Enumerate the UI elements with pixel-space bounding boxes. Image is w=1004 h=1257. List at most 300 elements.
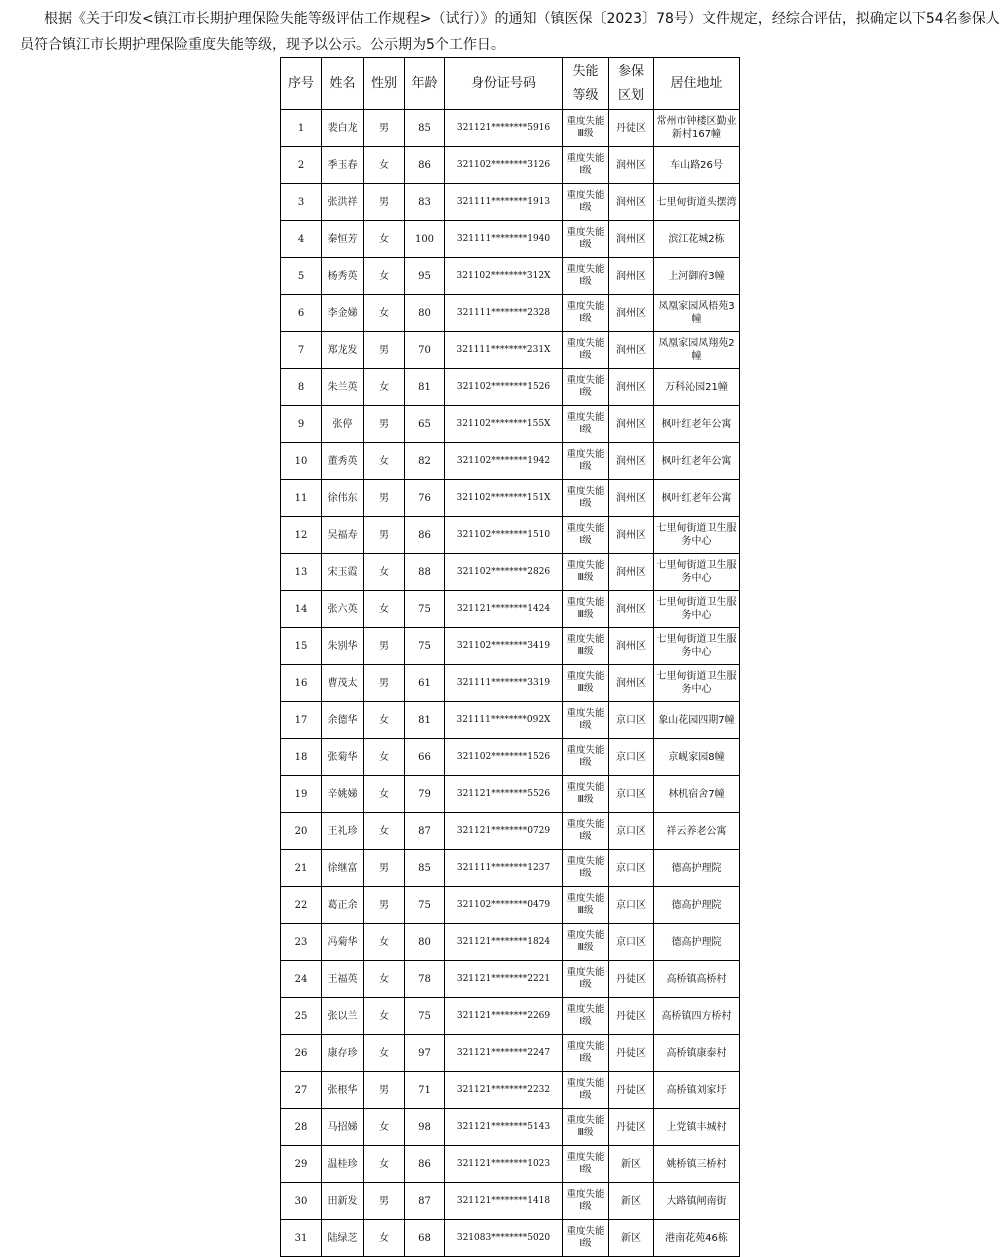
cell-id: 321102********1510 — [445, 517, 563, 554]
cell-name: 季玉春 — [322, 147, 364, 184]
cell-gender: 男 — [364, 850, 405, 887]
cell-address: 枫叶红老年公寓 — [654, 480, 740, 517]
cell-level — [563, 1072, 609, 1109]
level-label: 重度失能 — [566, 893, 605, 904]
cell-age: 85 — [405, 110, 445, 147]
cell-no: 21 — [281, 850, 322, 887]
level-grade: Ⅲ级 — [577, 683, 594, 694]
cell-district: 京口区 — [609, 887, 654, 924]
cell-level — [563, 221, 609, 258]
cell-age: 81 — [405, 369, 445, 406]
cell-id: 321121********1424 — [445, 591, 563, 628]
cell-address: 常州市钟楼区勤业新村167幢 — [654, 110, 740, 147]
table-row — [281, 369, 740, 406]
cell-level — [563, 591, 609, 628]
cell-age: 87 — [405, 1183, 445, 1220]
cell-name: 康存珍 — [322, 1035, 364, 1072]
cell-no: 28 — [281, 1109, 322, 1146]
level-grade: Ⅰ级 — [579, 1053, 592, 1064]
cell-district: 润州区 — [609, 628, 654, 665]
cell-address: 京岘家园8幢 — [654, 739, 740, 776]
cell-gender: 女 — [364, 221, 405, 258]
level-grade: Ⅰ级 — [579, 239, 592, 250]
cell-age: 75 — [405, 998, 445, 1035]
cell-id: 321121********5526 — [445, 776, 563, 813]
cell-gender: 男 — [364, 406, 405, 443]
level-label: 重度失能 — [566, 523, 605, 534]
cell-address: 高桥镇四方桥村 — [654, 998, 740, 1035]
cell-name: 田新发 — [322, 1183, 364, 1220]
cell-address: 七里甸街道头摆湾 — [654, 184, 740, 221]
level-label: 重度失能 — [566, 1226, 605, 1237]
cell-id: 321121********2221 — [445, 961, 563, 998]
cell-gender: 女 — [364, 1220, 405, 1257]
table-row — [281, 665, 740, 702]
cell-gender: 女 — [364, 554, 405, 591]
cell-name: 张停 — [322, 406, 364, 443]
cell-name: 杨秀英 — [322, 258, 364, 295]
cell-age: 88 — [405, 554, 445, 591]
level-label: 重度失能 — [566, 1078, 605, 1089]
cell-level — [563, 1035, 609, 1072]
cell-no: 16 — [281, 665, 322, 702]
level-grade: Ⅲ级 — [577, 646, 594, 657]
cell-no: 10 — [281, 443, 322, 480]
header-address: 居住地址 — [654, 58, 740, 110]
cell-age: 82 — [405, 443, 445, 480]
cell-level — [563, 480, 609, 517]
level-grade: Ⅰ级 — [579, 387, 592, 398]
header-name: 姓名 — [322, 58, 364, 110]
level-grade: Ⅲ级 — [577, 794, 594, 805]
cell-level — [563, 665, 609, 702]
cell-no: 11 — [281, 480, 322, 517]
cell-district: 京口区 — [609, 813, 654, 850]
cell-level — [563, 1183, 609, 1220]
level-grade: Ⅲ级 — [577, 572, 594, 583]
level-grade: Ⅰ级 — [579, 1090, 592, 1101]
header-district-line1: 参保 — [617, 63, 644, 79]
cell-name: 宋玉霞 — [322, 554, 364, 591]
cell-level — [563, 850, 609, 887]
table-row — [281, 554, 740, 591]
cell-age: 81 — [405, 702, 445, 739]
table-row — [281, 184, 740, 221]
cell-level — [563, 554, 609, 591]
cell-no: 9 — [281, 406, 322, 443]
cell-age: 71 — [405, 1072, 445, 1109]
level-label: 重度失能 — [566, 782, 605, 793]
cell-no: 31 — [281, 1220, 322, 1257]
cell-address: 高桥镇高桥村 — [654, 961, 740, 998]
cell-address: 枫叶红老年公寓 — [654, 443, 740, 480]
cell-address: 凤凰家园风梧苑3幢 — [654, 295, 740, 332]
cell-no: 19 — [281, 776, 322, 813]
cell-no: 6 — [281, 295, 322, 332]
level-label: 重度失能 — [566, 153, 605, 164]
cell-age: 68 — [405, 1220, 445, 1257]
cell-district: 润州区 — [609, 147, 654, 184]
cell-name: 张菊华 — [322, 739, 364, 776]
cell-id: 321111********092X — [445, 702, 563, 739]
cell-id: 321102********151X — [445, 480, 563, 517]
cell-no: 27 — [281, 1072, 322, 1109]
cell-id: 321102********155X — [445, 406, 563, 443]
cell-level — [563, 1146, 609, 1183]
cell-district: 京口区 — [609, 739, 654, 776]
header-district-line2: 区划 — [617, 87, 644, 103]
cell-gender: 男 — [364, 332, 405, 369]
level-grade: Ⅲ级 — [577, 942, 594, 953]
level-label: 重度失能 — [566, 1041, 605, 1052]
cell-id: 321083********5020 — [445, 1220, 563, 1257]
level-grade: Ⅲ级 — [577, 905, 594, 916]
cell-no: 24 — [281, 961, 322, 998]
cell-age: 61 — [405, 665, 445, 702]
cell-no: 23 — [281, 924, 322, 961]
cell-district: 润州区 — [609, 332, 654, 369]
cell-name: 徐伟东 — [322, 480, 364, 517]
cell-name: 朱兰英 — [322, 369, 364, 406]
cell-name: 董秀英 — [322, 443, 364, 480]
cell-no: 15 — [281, 628, 322, 665]
cell-name: 秦恒芳 — [322, 221, 364, 258]
level-grade: Ⅲ级 — [577, 128, 594, 139]
cell-level — [563, 961, 609, 998]
table-row — [281, 1035, 740, 1072]
level-grade: Ⅰ级 — [579, 350, 592, 361]
cell-no: 17 — [281, 702, 322, 739]
level-grade: Ⅰ级 — [579, 1164, 592, 1175]
cell-id: 321102********1526 — [445, 739, 563, 776]
level-label: 重度失能 — [566, 375, 605, 386]
table-row — [281, 813, 740, 850]
level-label: 重度失能 — [566, 338, 605, 349]
cell-gender: 女 — [364, 147, 405, 184]
cell-age: 66 — [405, 739, 445, 776]
cell-district: 润州区 — [609, 665, 654, 702]
cell-name: 余德华 — [322, 702, 364, 739]
cell-no: 3 — [281, 184, 322, 221]
level-label: 重度失能 — [566, 634, 605, 645]
cell-district: 润州区 — [609, 295, 654, 332]
cell-id: 321111********2328 — [445, 295, 563, 332]
cell-gender: 女 — [364, 702, 405, 739]
cell-district: 润州区 — [609, 221, 654, 258]
table-row — [281, 406, 740, 443]
table-row — [281, 443, 740, 480]
level-label: 重度失能 — [566, 597, 605, 608]
cell-address: 大路镇闸南街 — [654, 1183, 740, 1220]
cell-id: 321121********5916 — [445, 110, 563, 147]
table-row — [281, 998, 740, 1035]
level-grade: Ⅲ级 — [577, 1127, 594, 1138]
cell-level — [563, 406, 609, 443]
table-row — [281, 295, 740, 332]
cell-address: 七里甸街道卫生服务中心 — [654, 665, 740, 702]
cell-address: 姚桥镇三桥村 — [654, 1146, 740, 1183]
table-row — [281, 887, 740, 924]
cell-age: 86 — [405, 517, 445, 554]
cell-district: 润州区 — [609, 480, 654, 517]
cell-gender: 女 — [364, 591, 405, 628]
table-row — [281, 591, 740, 628]
level-grade: Ⅰ级 — [579, 1238, 592, 1249]
cell-id: 321111********1940 — [445, 221, 563, 258]
cell-address: 枫叶红老年公寓 — [654, 406, 740, 443]
cell-gender: 男 — [364, 480, 405, 517]
notice-intro: 根据《关于印发<镇江市长期护理保险失能等级评估工作规程>（试行）》的通知（镇医保〔2023〕78号）文件规定，经综合评估，拟确定以下54名参保人员符合镇江市长期护理保险重度失能等级，现予以公示。公示期为5个工作日。 — [20, 11, 1000, 53]
cell-gender: 女 — [364, 998, 405, 1035]
table-row — [281, 1183, 740, 1220]
header-level-line2: 等级 — [572, 87, 599, 103]
cell-name: 陆绿芝 — [322, 1220, 364, 1257]
cell-id: 321121********2247 — [445, 1035, 563, 1072]
cell-age: 95 — [405, 258, 445, 295]
cell-no: 25 — [281, 998, 322, 1035]
cell-id: 321121********0729 — [445, 813, 563, 850]
level-label: 重度失能 — [566, 1115, 605, 1126]
cell-address: 车山路26号 — [654, 147, 740, 184]
cell-address: 象山花园四期7幢 — [654, 702, 740, 739]
cell-age: 80 — [405, 924, 445, 961]
cell-address: 高桥镇康泰村 — [654, 1035, 740, 1072]
header-district — [609, 58, 654, 110]
level-grade: Ⅰ级 — [579, 720, 592, 731]
table-row — [281, 110, 740, 147]
cell-level — [563, 924, 609, 961]
level-label: 重度失能 — [566, 671, 605, 682]
cell-name: 温桂珍 — [322, 1146, 364, 1183]
cell-id: 321121********2269 — [445, 998, 563, 1035]
cell-age: 70 — [405, 332, 445, 369]
cell-id: 321121********1418 — [445, 1183, 563, 1220]
cell-level — [563, 739, 609, 776]
cell-age: 75 — [405, 628, 445, 665]
cell-district: 新区 — [609, 1183, 654, 1220]
level-label: 重度失能 — [566, 486, 605, 497]
cell-address: 德高护理院 — [654, 887, 740, 924]
cell-gender: 男 — [364, 184, 405, 221]
cell-address: 上河御府3幢 — [654, 258, 740, 295]
cell-level — [563, 628, 609, 665]
cell-gender: 女 — [364, 813, 405, 850]
cell-no: 22 — [281, 887, 322, 924]
cell-id: 321121********1023 — [445, 1146, 563, 1183]
cell-address: 祥云养老公寓 — [654, 813, 740, 850]
cell-address: 德高护理院 — [654, 924, 740, 961]
cell-no: 18 — [281, 739, 322, 776]
level-grade: Ⅰ级 — [579, 202, 592, 213]
cell-district: 润州区 — [609, 517, 654, 554]
table-row — [281, 924, 740, 961]
cell-address: 高桥镇刘家圩 — [654, 1072, 740, 1109]
cell-level — [563, 184, 609, 221]
cell-id: 321111********1237 — [445, 850, 563, 887]
cell-gender: 女 — [364, 1146, 405, 1183]
cell-gender: 女 — [364, 739, 405, 776]
cell-name: 马招娣 — [322, 1109, 364, 1146]
level-grade: Ⅰ级 — [579, 276, 592, 287]
level-label: 重度失能 — [566, 190, 605, 201]
level-grade: Ⅰ级 — [579, 831, 592, 842]
header-gender: 性别 — [364, 58, 405, 110]
level-grade: Ⅰ级 — [579, 498, 592, 509]
cell-no: 29 — [281, 1146, 322, 1183]
cell-level — [563, 1220, 609, 1257]
header-id: 身份证号码 — [445, 58, 563, 110]
level-label: 重度失能 — [566, 412, 605, 423]
cell-district: 丹徒区 — [609, 1035, 654, 1072]
cell-name: 冯菊华 — [322, 924, 364, 961]
cell-id: 321102********312X — [445, 258, 563, 295]
table-row — [281, 702, 740, 739]
cell-gender: 男 — [364, 628, 405, 665]
level-label: 重度失能 — [566, 449, 605, 460]
cell-level — [563, 110, 609, 147]
table-row — [281, 480, 740, 517]
cell-no: 4 — [281, 221, 322, 258]
cell-age: 97 — [405, 1035, 445, 1072]
level-grade: Ⅰ级 — [579, 165, 592, 176]
cell-level — [563, 332, 609, 369]
cell-no: 1 — [281, 110, 322, 147]
cell-no: 14 — [281, 591, 322, 628]
level-label: 重度失能 — [566, 227, 605, 238]
level-grade: Ⅰ级 — [579, 868, 592, 879]
cell-gender: 女 — [364, 776, 405, 813]
table-row — [281, 776, 740, 813]
cell-name: 张根华 — [322, 1072, 364, 1109]
cell-level — [563, 295, 609, 332]
cell-level — [563, 887, 609, 924]
level-grade: Ⅰ级 — [579, 1016, 592, 1027]
cell-gender: 女 — [364, 258, 405, 295]
table-row — [281, 850, 740, 887]
level-label: 重度失能 — [566, 930, 605, 941]
cell-gender: 男 — [364, 887, 405, 924]
level-label: 重度失能 — [566, 264, 605, 275]
cell-no: 13 — [281, 554, 322, 591]
cell-address: 林机宿舍7幢 — [654, 776, 740, 813]
table-row — [281, 1220, 740, 1257]
cell-id: 321121********2232 — [445, 1072, 563, 1109]
cell-district: 京口区 — [609, 924, 654, 961]
level-grade: Ⅰ级 — [579, 313, 592, 324]
cell-name: 葛正余 — [322, 887, 364, 924]
cell-district: 京口区 — [609, 850, 654, 887]
cell-name: 吴福寿 — [322, 517, 364, 554]
cell-district: 润州区 — [609, 258, 654, 295]
cell-gender: 女 — [364, 924, 405, 961]
cell-no: 12 — [281, 517, 322, 554]
cell-name: 王福英 — [322, 961, 364, 998]
table-row — [281, 961, 740, 998]
cell-age: 86 — [405, 147, 445, 184]
cell-gender: 男 — [364, 110, 405, 147]
cell-district: 丹徒区 — [609, 998, 654, 1035]
cell-no: 2 — [281, 147, 322, 184]
cell-age: 98 — [405, 1109, 445, 1146]
cell-gender: 女 — [364, 443, 405, 480]
cell-district: 丹徒区 — [609, 1072, 654, 1109]
cell-no: 30 — [281, 1183, 322, 1220]
level-label: 重度失能 — [566, 301, 605, 312]
cell-level — [563, 369, 609, 406]
cell-age: 78 — [405, 961, 445, 998]
table-row — [281, 258, 740, 295]
level-label: 重度失能 — [566, 116, 605, 127]
cell-name: 朱别华 — [322, 628, 364, 665]
cell-gender: 女 — [364, 295, 405, 332]
cell-district: 新区 — [609, 1220, 654, 1257]
cell-level — [563, 443, 609, 480]
header-level — [563, 58, 609, 110]
cell-level — [563, 702, 609, 739]
cell-name: 辛姚娣 — [322, 776, 364, 813]
table-row — [281, 221, 740, 258]
cell-district: 丹徒区 — [609, 1109, 654, 1146]
cell-age: 75 — [405, 591, 445, 628]
cell-age: 86 — [405, 1146, 445, 1183]
table-row — [281, 1109, 740, 1146]
cell-name: 李金娣 — [322, 295, 364, 332]
cell-gender: 男 — [364, 517, 405, 554]
cell-name: 裴白龙 — [322, 110, 364, 147]
level-grade: Ⅲ级 — [577, 609, 594, 620]
cell-gender: 女 — [364, 1035, 405, 1072]
table-row — [281, 1146, 740, 1183]
cell-level — [563, 1109, 609, 1146]
cell-age: 79 — [405, 776, 445, 813]
cell-name: 王礼珍 — [322, 813, 364, 850]
cell-level — [563, 998, 609, 1035]
cell-district: 润州区 — [609, 369, 654, 406]
level-grade: Ⅰ级 — [579, 461, 592, 472]
cell-id: 321102********2826 — [445, 554, 563, 591]
cell-id: 321121********1824 — [445, 924, 563, 961]
cell-level — [563, 813, 609, 850]
cell-district: 京口区 — [609, 702, 654, 739]
cell-level — [563, 517, 609, 554]
table-body — [281, 110, 740, 1257]
level-grade: Ⅰ级 — [579, 757, 592, 768]
cell-no: 20 — [281, 813, 322, 850]
header-no: 序号 — [281, 58, 322, 110]
cell-address: 滨江花城2栋 — [654, 221, 740, 258]
cell-id: 321121********5143 — [445, 1109, 563, 1146]
level-grade: Ⅰ级 — [579, 1201, 592, 1212]
cell-no: 5 — [281, 258, 322, 295]
level-label: 重度失能 — [566, 819, 605, 830]
cell-district: 新区 — [609, 1146, 654, 1183]
table-row — [281, 332, 740, 369]
header-age: 年龄 — [405, 58, 445, 110]
cell-level — [563, 776, 609, 813]
cell-name: 徐继富 — [322, 850, 364, 887]
cell-name: 郑龙发 — [322, 332, 364, 369]
level-label: 重度失能 — [566, 560, 605, 571]
cell-gender: 男 — [364, 1072, 405, 1109]
level-label: 重度失能 — [566, 856, 605, 867]
level-label: 重度失能 — [566, 1152, 605, 1163]
cell-address: 凤凰家园凤翔苑2幢 — [654, 332, 740, 369]
cell-district: 润州区 — [609, 406, 654, 443]
cell-address: 七里甸街道卫生服务中心 — [654, 591, 740, 628]
cell-name: 张洪祥 — [322, 184, 364, 221]
level-label: 重度失能 — [566, 1004, 605, 1015]
cell-name: 曹茂太 — [322, 665, 364, 702]
